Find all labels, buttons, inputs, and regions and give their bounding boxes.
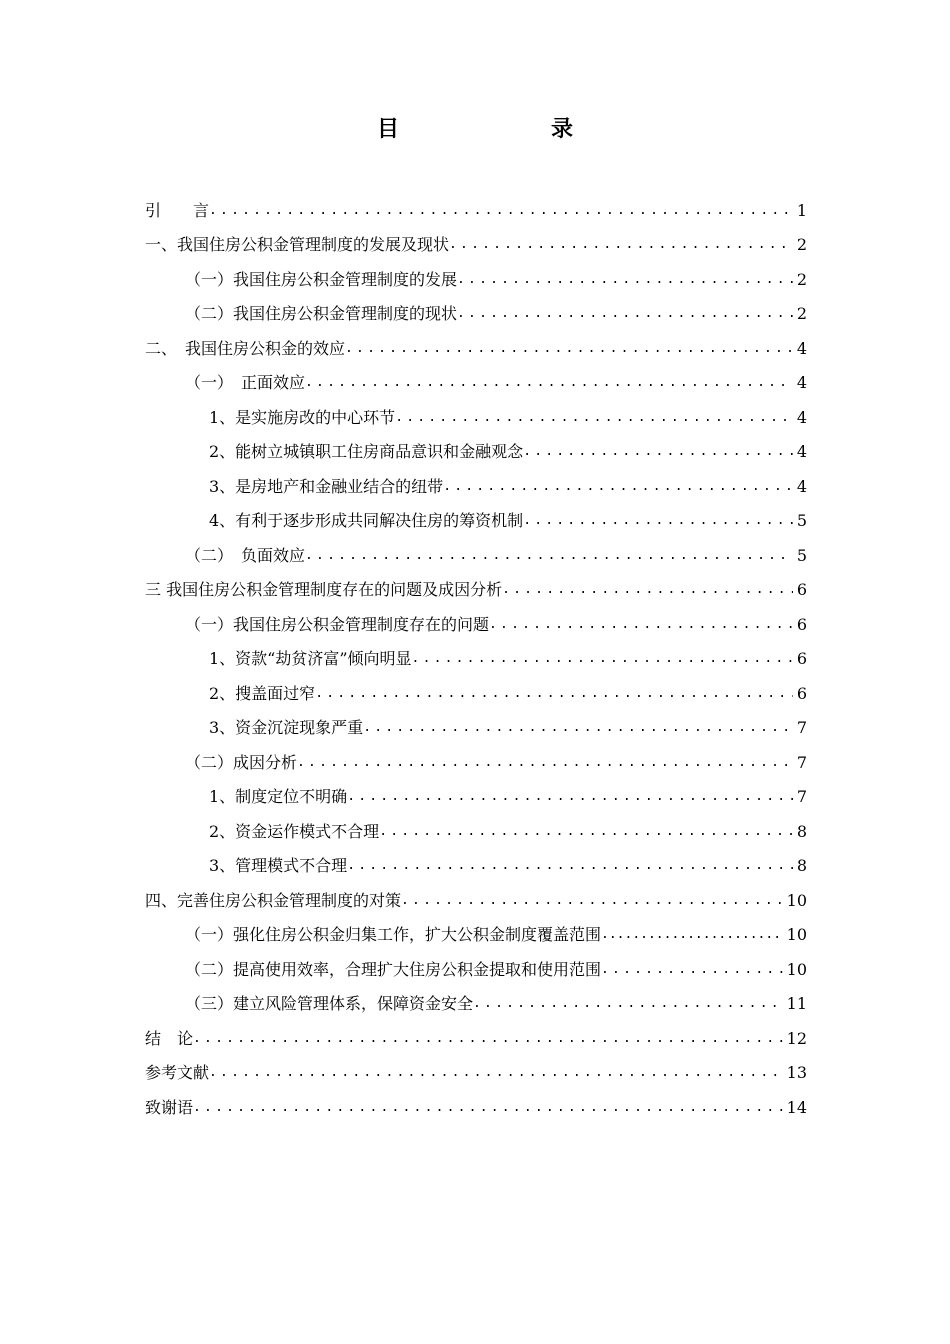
toc-entry-title: 2、搜盖面过窄 — [209, 683, 316, 703]
toc-entry-title: 1、制度定位不明确 — [209, 787, 348, 806]
toc-entry[interactable] — [145, 876, 807, 911]
dot-leader — [305, 373, 793, 393]
toc-entry-title: 3、是房地产和金融业结合的纽带 — [209, 476, 444, 496]
dot-leader — [601, 960, 783, 980]
dot-leader — [449, 235, 793, 255]
toc-entry[interactable] — [145, 324, 807, 359]
toc-entry-title: 2、资金运作模式不合理 — [209, 821, 380, 841]
toc-entry[interactable] — [145, 807, 807, 842]
toc-entry[interactable] — [145, 497, 807, 532]
toc-page-number: 11 — [786, 994, 807, 1013]
dot-leader — [315, 684, 793, 704]
toc-entry[interactable] — [145, 635, 807, 670]
toc-entry[interactable] — [145, 1014, 807, 1049]
toc-entry[interactable] — [145, 773, 807, 808]
toc-entry-title: 3、管理模式不合理 — [209, 856, 348, 875]
toc-entry[interactable] — [145, 566, 807, 601]
toc-page-number: 8 — [796, 821, 807, 841]
toc-entry-title: （二）我国住房公积金管理制度的现状 — [185, 304, 458, 323]
toc-entry[interactable] — [145, 980, 807, 1015]
toc-entry-title: （二） 负面效应 — [185, 545, 306, 565]
toc-page-number: 2 — [796, 235, 807, 254]
toc-page-number: 4 — [796, 476, 807, 496]
toc-page-number: 4 — [796, 442, 807, 461]
toc-entry-title: （一）我国住房公积金管理制度存在的问题 — [185, 614, 490, 634]
toc-page-number: 7 — [796, 718, 807, 737]
dot-leader — [347, 856, 793, 876]
dot-leader — [412, 649, 793, 669]
toc-entry[interactable] — [145, 669, 807, 704]
toc-entry[interactable] — [145, 945, 807, 980]
dot-leader — [193, 1098, 783, 1118]
toc-page-number: 13 — [786, 1063, 807, 1082]
dot-leader — [193, 1029, 783, 1049]
toc-page-number: 4 — [796, 373, 807, 392]
toc-page-number: 7 — [796, 752, 807, 772]
toc-entry[interactable] — [145, 842, 807, 877]
toc-entry-title: （一） 正面效应 — [185, 373, 306, 392]
dot-leader — [502, 580, 793, 600]
dot-leader — [523, 511, 793, 531]
toc-entry[interactable] — [145, 600, 807, 635]
toc-entry-title: 参考文献 — [145, 1063, 210, 1082]
dot-leader — [457, 270, 793, 290]
dot-leader — [347, 787, 793, 807]
toc-entry-title: 3、资金沉淀现象严重 — [209, 718, 364, 737]
toc-entry-title: 结 论 — [145, 1028, 194, 1048]
toc-entry-title: （三）建立风险管理体系，保障资金安全 — [185, 994, 474, 1013]
toc-entry-title: 2、能树立城镇职工住房商品意识和金融观念 — [209, 442, 524, 461]
toc-entry-title: 致谢语 — [145, 1097, 194, 1117]
toc-page-number: 7 — [796, 787, 807, 806]
dot-leader — [395, 408, 793, 428]
toc-entry-title: 4、有利于逐步形成共同解决住房的筹资机制 — [209, 511, 524, 530]
toc-entry-title: （二）成因分析 — [185, 752, 298, 772]
toc-page-number: 5 — [796, 511, 807, 530]
toc-page-number: 5 — [796, 545, 807, 565]
toc-entry[interactable] — [145, 428, 807, 463]
toc-page-number: 1 — [796, 200, 807, 220]
toc-page-number: 6 — [796, 580, 807, 599]
dot-leader — [297, 753, 793, 773]
dot-leader — [305, 546, 793, 566]
toc-page-number: 6 — [796, 649, 807, 668]
toc-entry-title: 1、是实施房改的中心环节 — [209, 407, 396, 427]
toc-entry[interactable] — [145, 255, 807, 290]
toc-entry-title: 引 言 — [145, 200, 210, 220]
toc-entry[interactable] — [145, 290, 807, 325]
toc-page-number: 10 — [786, 925, 807, 944]
toc-page-number: 8 — [796, 856, 807, 875]
toc-page-number: 2 — [796, 304, 807, 323]
toc-page-number: 12 — [786, 1028, 807, 1048]
dot-leader — [345, 339, 793, 359]
toc-page-number: 10 — [786, 959, 807, 979]
dot-leader — [489, 615, 793, 635]
toc-entry[interactable] — [145, 393, 807, 428]
dot-leader — [209, 201, 793, 221]
toc-entry-title: 一、我国住房公积金管理制度的发展及现状 — [145, 235, 450, 254]
dot-leader — [209, 1063, 783, 1083]
toc-page-number: 2 — [796, 269, 807, 289]
dot-leader — [473, 994, 783, 1014]
toc-page-number: 10 — [786, 890, 807, 910]
toc-entry-title: 四、完善住房公积金管理制度的对策 — [145, 890, 402, 910]
toc-entry[interactable] — [145, 531, 807, 566]
dot-leader — [457, 304, 793, 324]
toc-page-number: 4 — [796, 407, 807, 427]
dot-leader — [363, 718, 793, 738]
toc-entry-title: 1、资款“劫贫济富”倾向明显 — [209, 649, 412, 668]
dot-leader — [601, 925, 783, 945]
toc-entry[interactable] — [145, 359, 807, 394]
toc-entry[interactable] — [145, 462, 807, 497]
toc-page-number: 4 — [796, 338, 807, 358]
dot-leader — [523, 442, 793, 462]
toc-entry[interactable] — [145, 738, 807, 773]
toc-entry-title: 三 我国住房公积金管理制度存在的问题及成因分析 — [145, 580, 503, 599]
toc-page-number: 6 — [796, 614, 807, 634]
toc-entry-title: （二）提高使用效率，合理扩大住房公积金提取和使用范围 — [185, 959, 602, 979]
toc-entry[interactable] — [145, 1049, 807, 1084]
dot-leader — [379, 822, 793, 842]
dot-leader — [443, 477, 793, 497]
table-of-contents — [145, 186, 807, 1118]
toc-entry[interactable] — [145, 1083, 807, 1118]
toc-entry[interactable] — [145, 704, 807, 739]
page-title: 目 录 — [376, 116, 609, 142]
toc-entry-title: （一）我国住房公积金管理制度的发展 — [185, 269, 458, 289]
dot-leader — [401, 891, 783, 911]
toc-entry-title: 二、 我国住房公积金的效应 — [145, 338, 346, 358]
toc-entry[interactable] — [145, 186, 807, 221]
toc-page-number: 6 — [796, 683, 807, 703]
toc-entry[interactable] — [145, 911, 807, 946]
toc-entry[interactable] — [145, 221, 807, 256]
toc-page-number: 14 — [786, 1097, 807, 1117]
toc-entry-title: （一）强化住房公积金归集工作，扩大公积金制度覆盖范围 — [185, 925, 602, 944]
